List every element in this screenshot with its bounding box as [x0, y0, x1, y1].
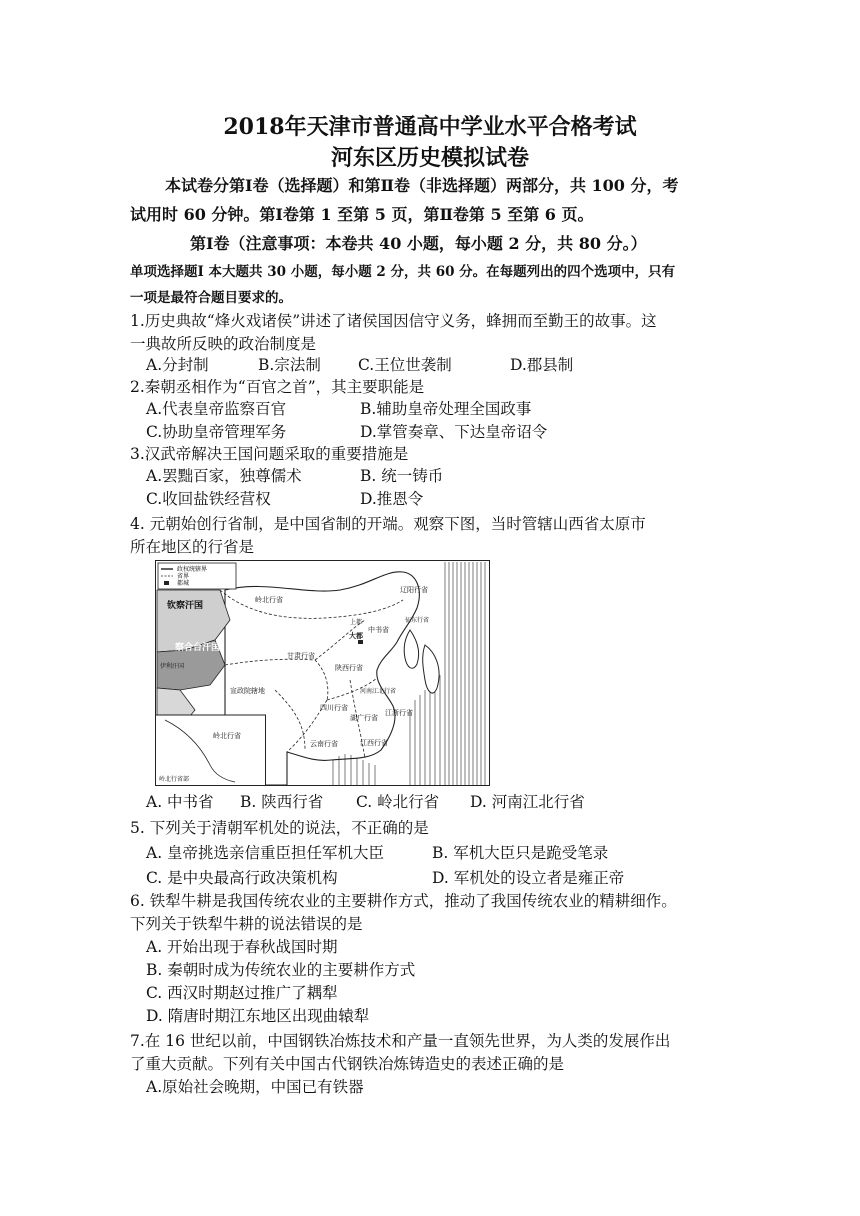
- label-huguang: 湖广行省: [350, 714, 378, 722]
- legend-capital-label: 都城: [177, 580, 190, 587]
- question-1-option-a: A.分封制: [146, 356, 209, 374]
- part-one-heading: 第Ⅰ卷（注意事项：本卷共 40 小题，每小题 2 分，共 80 分。）: [190, 234, 647, 253]
- label-dadu: 大都: [349, 632, 363, 640]
- label-jiangzhe: 江浙行省: [385, 709, 413, 717]
- question-3-option-c: C.收回盐铁经营权: [146, 490, 271, 508]
- question-2-option-c: C.协助皇帝管理军务: [146, 423, 287, 441]
- question-4-option-a: A. 中书省: [146, 793, 214, 811]
- legend-province-label: 省界: [177, 573, 190, 580]
- section-instructions-line-2: 一项是最符合题目要求的。: [130, 290, 292, 306]
- question-4-option-d: D. 河南江北行省: [470, 793, 585, 811]
- question-2-option-d: D.掌管奏章、下达皇帝诏令: [360, 423, 548, 441]
- question-6-option-b: B. 秦朝时成为传统农业的主要耕作方式: [146, 961, 416, 979]
- question-2-option-b: B.辅助皇帝处理全国政事: [360, 400, 532, 418]
- label-henan: 河南江北行省: [360, 688, 397, 695]
- label-shaanxi: 陕西行省: [335, 664, 363, 672]
- label-jiangxi: 江西行省: [360, 739, 388, 747]
- question-7-option-a: A.原始社会晚期，中国已有铁器: [146, 1078, 364, 1096]
- question-6-stem-line-1: 6. 铁犁牛耕是我国传统农业的主要耕作方式，推动了我国传统农业的精耕细作。: [130, 892, 677, 910]
- question-5-option-b: B. 军机大臣只是跪受笔录: [432, 844, 609, 862]
- label-qincha: 钦察汗国: [167, 601, 204, 611]
- question-4-option-b: B. 陕西行省: [240, 793, 324, 811]
- legend-border-label: 政权统辖界: [177, 566, 208, 573]
- question-3-option-d: D.推恩令: [360, 490, 424, 508]
- section-instructions-line-1: 单项选择题Ⅰ 本大题共 30 小题，每小题 2 分，共 60 分。在每题列出的四个选项中，只有: [130, 264, 676, 280]
- question-6-stem-line-2: 下列关于铁犁牛耕的说法错误的是: [130, 915, 363, 933]
- label-zhengdong: 征东行省: [405, 617, 430, 624]
- question-4-stem-line-1: 4. 元朝始创行省制，是中国省制的开端。观察下图，当时管辖山西省太原市: [130, 515, 646, 533]
- question-6-option-d: D. 隋唐时期江东地区出现曲辕犁: [146, 1007, 370, 1025]
- label-xuanzheng: 宣政院辖地: [230, 687, 265, 695]
- exam-subtitle: 河东区历史模拟试卷: [330, 145, 529, 171]
- exam-title: 2018年天津市普通高中学业水平合格考试: [223, 114, 637, 140]
- question-1-option-b: B.宗法制: [258, 356, 321, 374]
- question-3-option-a: A.罢黜百家，独尊儒术: [146, 467, 302, 485]
- question-5-option-a: A. 皇帝挑选亲信重臣担任军机大臣: [146, 844, 385, 862]
- label-lingbei: 岭北行省: [255, 596, 283, 604]
- question-1-stem-line-2: 一典故所反映的政治制度是: [130, 335, 317, 353]
- question-5-option-d: D. 军机处的设立者是雍正帝: [432, 869, 625, 887]
- question-2-stem: 2.秦朝丞相作为“百官之首”，其主要职能是: [130, 378, 425, 396]
- question-1-option-d: D.郡县制: [510, 356, 574, 374]
- label-inset-title: 岭北行省部: [159, 776, 190, 783]
- label-shangdu: 上都: [350, 619, 363, 626]
- question-6-option-c: C. 西汉时期赵过推广了耦犁: [146, 984, 338, 1002]
- question-7-stem-line-2: 了重大贡献。下列有关中国古代钢铁冶炼铸造史的表述正确的是: [130, 1055, 565, 1073]
- question-5-stem: 5. 下列关于清朝军机处的说法，不正确的是: [130, 819, 429, 837]
- question-6-option-a: A. 开始出现于春秋战国时期: [146, 938, 338, 956]
- label-gansu: 甘肃行省: [287, 652, 315, 660]
- capital-marker: [358, 640, 363, 644]
- question-7-stem-line-1: 7.在 16 世纪以前，中国钢铁冶炼技术和产量一直领先世界，为人类的发展作出: [130, 1032, 671, 1050]
- question-2-option-a: A.代表皇帝监察百官: [146, 400, 287, 418]
- label-inset-province: 岭北行省: [213, 732, 241, 740]
- label-yunnan: 云南行省: [310, 740, 338, 748]
- question-1-option-c: C.王位世袭制: [358, 356, 452, 374]
- label-zhongshu: 中书省: [368, 626, 389, 634]
- label-liaoyang: 辽阳行省: [400, 586, 428, 594]
- intro-line-2: 试用时 60 分钟。第Ⅰ卷第 1 至第 5 页，第Ⅱ卷第 5 至第 6 页。: [130, 205, 594, 224]
- intro-line-1: 本试卷分第Ⅰ卷（选择题）和第Ⅱ卷（非选择题）两部分，共 100 分，考: [165, 176, 679, 195]
- question-5-option-c: C. 是中央最高行政决策机构: [146, 869, 338, 887]
- question-1-stem-line-1: 1.历史典故“烽火戏诸侯”讲述了诸侯国因信守义务，蜂拥而至勤王的故事。这: [130, 312, 657, 330]
- question-3-stem: 3.汉武帝解决王国问题采取的重要措施是: [130, 445, 409, 463]
- label-sichuan: 四川行省: [320, 704, 348, 712]
- question-4-option-c: C. 岭北行省: [356, 793, 440, 811]
- label-yili: 伊利汗国: [160, 663, 185, 670]
- label-chahetai: 察合台汗国: [175, 643, 221, 653]
- question-4-stem-line-2: 所在地区的行省是: [130, 538, 255, 556]
- question-3-option-b: B. 统一铸币: [360, 467, 444, 485]
- yuan-provinces-map: [155, 560, 490, 786]
